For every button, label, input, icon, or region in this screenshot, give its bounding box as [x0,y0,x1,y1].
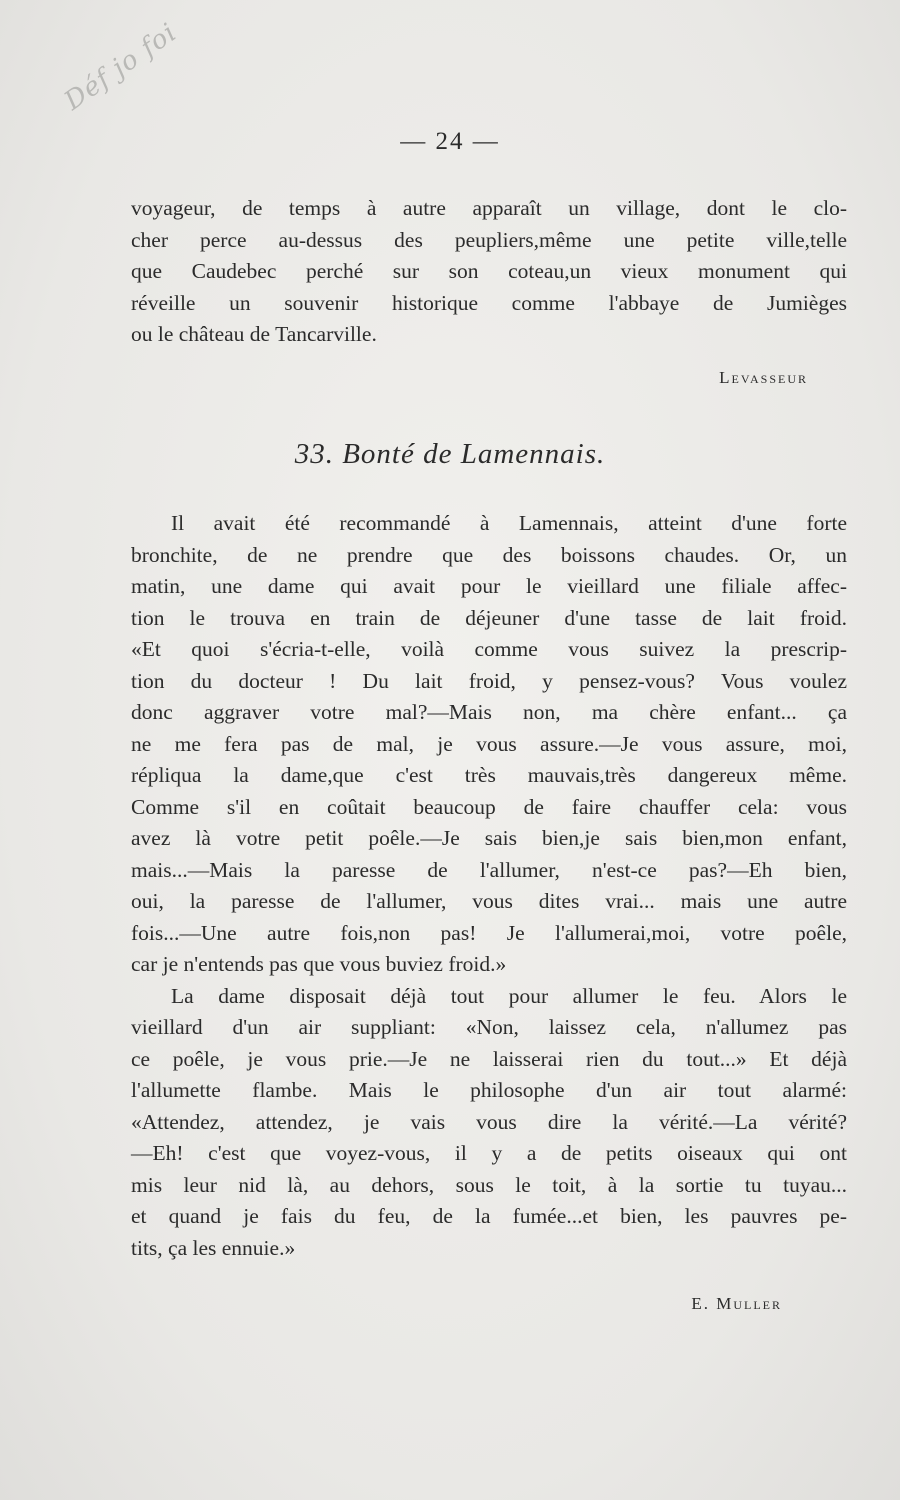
text-line: ou le château de Tancarville. [131,322,377,346]
text-line: oui, la paresse de l'allumer, vous dites vrai... mais une autre [131,889,847,913]
text-line: que Caudebec perché sur son coteau,un vieux monument qui [131,259,847,283]
text-line: «Et quoi s'écria-t-elle, voilà comme vous suivez la prescrip- [131,637,847,661]
author-muller: E. Muller [691,1294,782,1313]
text-line: La dame disposait déjà tout pour allumer le feu. Alors le [171,983,847,1008]
text-line: vieillard d'un air suppliant: «Non, laissez cela, n'allumez pas [131,1015,847,1039]
text-line: voyageur, de temps à autre apparaît un village, dont le clo- [131,196,847,220]
text-line: matin, une dame qui avait pour le vieillard une filiale affec- [131,574,847,598]
text-line: réveille un souvenir historique comme l'abbaye de Jumièges [131,290,847,315]
text-line: tits, ça les ennuie.» [131,1235,296,1260]
text-line: ce poêle, je vous prie.—Je ne laisserai rien du tout...» Et déjà [131,1046,847,1071]
text-line: l'allumette flambe. Mais le philosophe d'un air tout alarmé: [131,1078,847,1102]
text-line: répliqua la dame,que c'est très mauvais,très dangereux même. [131,763,847,787]
text-line: car je n'entends pas que vous buviez froid.» [131,952,507,976]
text-line: avez là votre petit poêle.—Je sais bien,je sais bien,mon enfant, [131,826,847,850]
text-line: tion le trouva en train de déjeuner d'une tasse de lait froid. [131,605,847,630]
text-line: et quand je fais du feu, de la fumée...et bien, les pauvres pe- [131,1204,847,1228]
text-line: tion du docteur ! Du lait froid, y pensez-vous? Vous voulez [131,668,847,693]
section-heading: 33. Bonté de Lamennais. [294,438,606,470]
text-line: Comme s'il en coûtait beaucoup de faire chauffer cela: vous [131,794,847,819]
text-line: ne me fera pas de mal, je vous assure.—Je vous assure, moi, [131,731,847,756]
text-line: —Eh! c'est que voyez-vous, il y a de petits oiseaux qui ont [131,1141,847,1165]
text-line: Il avait été recommandé à Lamennais, atteint d'une forte [171,511,847,535]
text-line: donc aggraver votre mal?—Mais non, ma chère enfant... ça [131,700,847,724]
text-line: bronchite, de ne prendre que des boissons chaudes. Or, un [131,542,847,567]
author-levasseur: Levasseur [719,368,808,387]
pencil-annotation: Déf jo foi [59,17,183,117]
text-line: «Attendez, attendez, je vais vous dire la vérité.—La vérité? [131,1109,847,1134]
text-line: mais...—Mais la paresse de l'allumer, n'est-ce pas?—Eh bien, [131,857,847,882]
section-body [131,508,847,1264]
page-number: — 24 — [400,128,500,155]
text-line: fois...—Une autre fois,non pas! Je l'allumerai,moi, votre poêle, [131,920,847,945]
text-line: mis leur nid là, au dehors, sous le toit, à la sortie tu tuyau... [131,1172,847,1197]
excerpt-levasseur [131,193,847,351]
text-line: cher perce au-dessus des peupliers,même une petite ville,telle [131,227,847,252]
